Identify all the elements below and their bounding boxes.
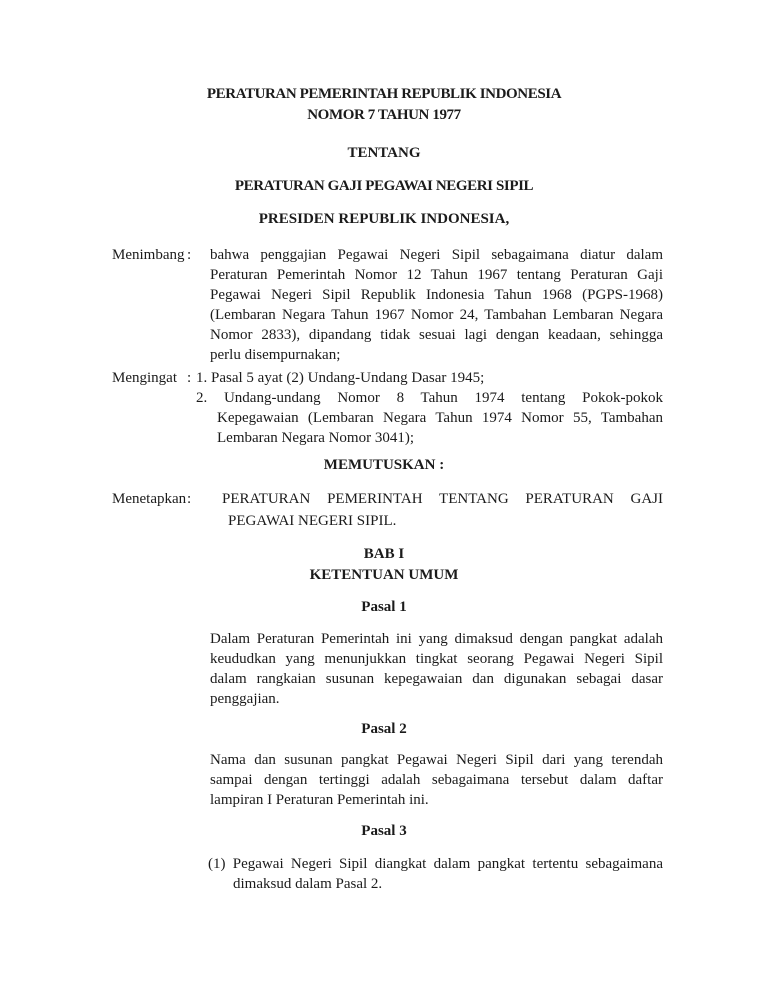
pasal3-text	[0, 854, 768, 894]
memutuskan-heading: MEMUTUSKAN :	[323, 457, 445, 473]
text-line: Nomor 2833), dipandang tidak sesuai lagi dengan keadaan, sehingga	[210, 327, 663, 343]
text-line: bahwa penggajian Pegawai Negeri Sipil sebagaimana diatur dalam	[210, 247, 663, 263]
menetapkan-label: Menetapkan	[112, 491, 187, 507]
bab1-heading-block	[0, 544, 768, 586]
text-line: keududkan yang menunjukkan tingkat seorang Pegawai Negeri Sipil	[210, 651, 663, 667]
text-line: Lembaran Negara Nomor 3041);	[217, 430, 415, 446]
document-title-block	[0, 84, 768, 126]
menetapkan-colon: :	[187, 491, 192, 507]
text-line: dalam rangkaian susunan kepegawaian dan digunakan sebagai dasar	[210, 671, 663, 687]
bab1-subtitle: KETENTUAN UMUM	[309, 567, 459, 583]
text-line: Dalam Peraturan Pemerintah ini yang dimaksud dengan pangkat adalah	[210, 631, 663, 647]
menimbang-colon: :	[187, 247, 192, 263]
text-line: Kepegawaian (Lembaran Negara Tahun 1974 Nomor 55, Tambahan	[217, 410, 663, 426]
mengingat-label: Mengingat	[112, 370, 177, 386]
mengingat-item-2	[196, 388, 663, 448]
text-line: (Lembaran Negara Tahun 1967 Nomor 24, Tambahan Lembaran Negara	[210, 307, 663, 323]
mengingat-items	[196, 368, 663, 448]
text-line: penggajian.	[210, 691, 280, 707]
tentang-heading: TENTANG	[347, 145, 421, 161]
pasal3-heading: Pasal 3	[361, 823, 407, 839]
document-title-line2: NOMOR 7 TAHUN 1977	[307, 107, 461, 123]
mengingat-colon: :	[187, 370, 192, 386]
issuer-heading: PRESIDEN REPUBLIK INDONESIA,	[258, 211, 510, 227]
text-line: Nama dan susunan pangkat Pegawai Negeri Sipil dari yang terendah	[210, 752, 663, 768]
text-line: PEGAWAI NEGERI SIPIL.	[228, 512, 397, 529]
pasal2-heading: Pasal 2	[361, 721, 407, 737]
text-line: (1) Pegawai Negeri Sipil diangkat dalam pangkat tertentu sebagaimana	[208, 856, 663, 872]
text-line: 2. Undang-undang Nomor 8 Tahun 1974 tentang Pokok-pokok	[196, 390, 663, 406]
menimbang-label: Menimbang	[112, 247, 185, 263]
menimbang-section	[0, 245, 768, 365]
text-line: Peraturan Pemerintah Nomor 12 Tahun 1967 tentang Peraturan Gaji	[210, 267, 663, 283]
text-line: lampiran I Peraturan Pemerintah ini.	[210, 792, 429, 808]
mengingat-item-1	[196, 368, 663, 388]
text-line: perlu disempurnakan;	[210, 347, 341, 363]
text-line: sampai dengan tertinggi adalah sebagaimana tersebut dalam daftar	[210, 772, 663, 788]
text-line: dimaksud dalam Pasal 2.	[233, 876, 383, 892]
pasal2-text	[0, 750, 768, 810]
menetapkan-text	[222, 489, 663, 532]
pasal1-heading: Pasal 1	[361, 599, 407, 615]
bab1-title: BAB I	[363, 546, 405, 562]
menetapkan-section	[0, 489, 768, 532]
menimbang-text	[210, 245, 663, 365]
subject-heading: PERATURAN GAJI PEGAWAI NEGERI SIPIL	[234, 178, 534, 194]
text-line: PERATURAN PEMERINTAH TENTANG PERATURAN GAJI	[222, 491, 663, 507]
text-line: 1. Pasal 5 ayat (2) Undang-Undang Dasar 1945;	[196, 370, 485, 386]
text-line: Pegawai Negeri Sipil Republik Indonesia Tahun 1968 (PGPS-1968)	[210, 287, 663, 303]
mengingat-section	[0, 368, 768, 448]
document-title-line1: PERATURAN PEMERINTAH REPUBLIK INDONESIA	[206, 86, 562, 102]
pasal1-text	[0, 629, 768, 709]
